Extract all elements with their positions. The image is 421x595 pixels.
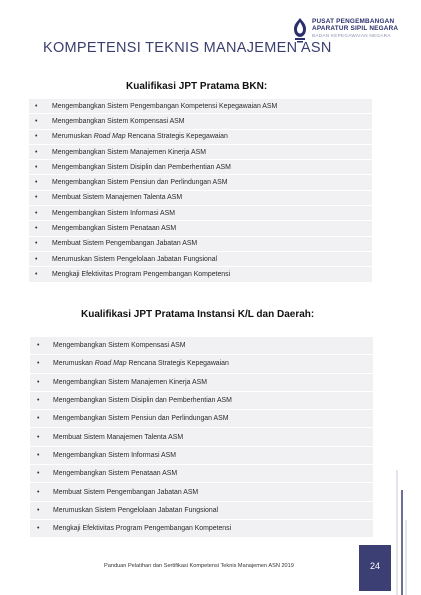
- list-item-text: Mengembangkan Sistem Kompensasi ASM: [52, 117, 185, 125]
- list-item-text: Merumuskan Sistem Pengelolaan Jabatan Fungsional: [53, 506, 219, 514]
- bullet-icon: •: [37, 470, 40, 478]
- logo-line-2: APARATUR SIPIL NEGARA: [312, 25, 399, 32]
- bullet-icon: •: [35, 148, 38, 156]
- list-item: [30, 502, 373, 519]
- list-item-text-part: Rencana Strategis Kepegawaian: [126, 360, 229, 368]
- list-item: [29, 160, 372, 174]
- list-item-text: Mengembangkan Sistem Pensiun dan Perlindungan ASM: [52, 179, 228, 187]
- list-item-text: Mengkaji Efektivitas Program Pengembangan Kompetensi: [52, 270, 231, 278]
- list-item: [29, 130, 372, 144]
- list-item-text: Mengembangkan Sistem Manajemen Kinerja ASM: [53, 378, 207, 386]
- bullet-icon: •: [37, 488, 40, 496]
- bullet-icon: •: [37, 451, 40, 459]
- list-item-text: Mengembangkan Sistem Manajemen Kinerja ASM: [52, 148, 206, 156]
- list-item-text: Mengembangkan Sistem Pensiun dan Perlindungan ASM: [53, 415, 229, 423]
- bullet-icon: •: [35, 194, 38, 202]
- bullet-icon: •: [37, 360, 40, 368]
- section2-list: [30, 337, 373, 538]
- list-item-text: [52, 133, 228, 140]
- list-item: [29, 175, 372, 189]
- list-item: [29, 191, 372, 205]
- list-item-text: Mengembangkan Sistem Pengembangan Kompetensi Kepegawaian ASM: [52, 102, 278, 110]
- bullet-icon: •: [35, 240, 38, 248]
- logo-line-1: PUSAT PENGEMBANGAN: [312, 18, 395, 25]
- bullet-icon: •: [37, 378, 40, 386]
- list-item: [30, 465, 373, 482]
- bullet-icon: •: [35, 102, 38, 110]
- bullet-icon: •: [37, 525, 40, 533]
- bullet-icon: •: [35, 179, 38, 187]
- list-item-text: Mengembangkan Sistem Informasi ASM: [52, 209, 175, 217]
- bullet-icon: •: [35, 117, 38, 125]
- list-item: [29, 206, 372, 220]
- bullet-icon: •: [37, 415, 40, 423]
- list-item-text: Mengembangkan Sistem Penataan ASM: [53, 470, 178, 478]
- list-item-text: Membuat Sistem Manajemen Talenta ASM: [52, 194, 183, 202]
- list-item: [29, 267, 372, 281]
- list-item-text: Membuat Sistem Pengembangan Jabatan ASM: [53, 488, 199, 496]
- list-item: [30, 483, 373, 500]
- list-item-text: Mengembangkan Sistem Penataan ASM: [52, 225, 177, 233]
- page-title: KOMPETENSI TEKNIS MANAJEMEN ASN: [43, 40, 332, 56]
- list-item-text: Mengembangkan Sistem Disiplin dan Pemberhentian ASM: [52, 163, 231, 171]
- list-item: [30, 428, 373, 445]
- footer-text: Panduan Pelatihan dan Sertifikasi Kompetensi Teknis Manajemen ASN 2019: [104, 563, 294, 569]
- list-item: [30, 410, 373, 427]
- list-item-text: Mengembangkan Sistem Disiplin dan Pemberhentian ASM: [53, 397, 232, 405]
- list-item-text: Membuat Sistem Manajemen Talenta ASM: [53, 433, 184, 441]
- bullet-icon: •: [35, 270, 38, 278]
- bullet-icon: •: [35, 133, 38, 141]
- list-item: [29, 114, 372, 128]
- list-item-text: [53, 360, 229, 367]
- list-item-text: Membuat Sistem Pengembangan Jabatan ASM: [52, 240, 198, 248]
- list-item: [30, 355, 373, 372]
- bullet-icon: •: [37, 342, 40, 350]
- list-item-text: Mengkaji Efektivitas Program Pengembangan Kompetensi: [53, 525, 232, 533]
- bullet-icon: •: [35, 225, 38, 233]
- logo-line-3: BADAN KEPEGAWAIAN NEGARA: [312, 33, 391, 38]
- page-number-box: [359, 545, 391, 591]
- list-item-text-part: Merumuskan: [52, 133, 94, 141]
- list-item: [30, 392, 373, 409]
- list-item: [30, 337, 373, 354]
- bullet-icon: •: [37, 506, 40, 514]
- list-item: [29, 99, 372, 113]
- list-item: [30, 374, 373, 391]
- list-item: [29, 145, 372, 159]
- list-item-text-part: Rencana Strategis Kepegawaian: [125, 133, 228, 141]
- list-item-text: Mengembangkan Sistem Kompensasi ASM: [53, 342, 186, 350]
- list-item: [29, 237, 372, 251]
- list-item-text: Merumuskan Sistem Pengelolaan Jabatan Fungsional: [52, 255, 218, 263]
- page-number: 24: [369, 561, 380, 571]
- section1-heading: Kualifikasi JPT Pratama BKN:: [126, 81, 268, 92]
- list-item: [29, 221, 372, 235]
- list-item: [30, 520, 373, 537]
- bullet-icon: •: [35, 255, 38, 263]
- section2-heading: Kualifikasi JPT Pratama Instansi K/L dan Daerah:: [81, 309, 315, 320]
- bullet-icon: •: [35, 163, 38, 171]
- list-item-emphasis: Road Map: [93, 133, 126, 141]
- list-item: [29, 252, 372, 266]
- list-item-text-part: Merumuskan: [53, 360, 95, 368]
- bullet-icon: •: [37, 397, 40, 405]
- decorative-lines: [394, 470, 408, 595]
- section1-list: [29, 99, 372, 283]
- bullet-icon: •: [35, 209, 38, 217]
- list-item-emphasis: Road Map: [94, 360, 127, 368]
- list-item-text: Mengembangkan Sistem Informasi ASM: [53, 451, 176, 459]
- list-item: [30, 447, 373, 464]
- bullet-icon: •: [37, 433, 40, 441]
